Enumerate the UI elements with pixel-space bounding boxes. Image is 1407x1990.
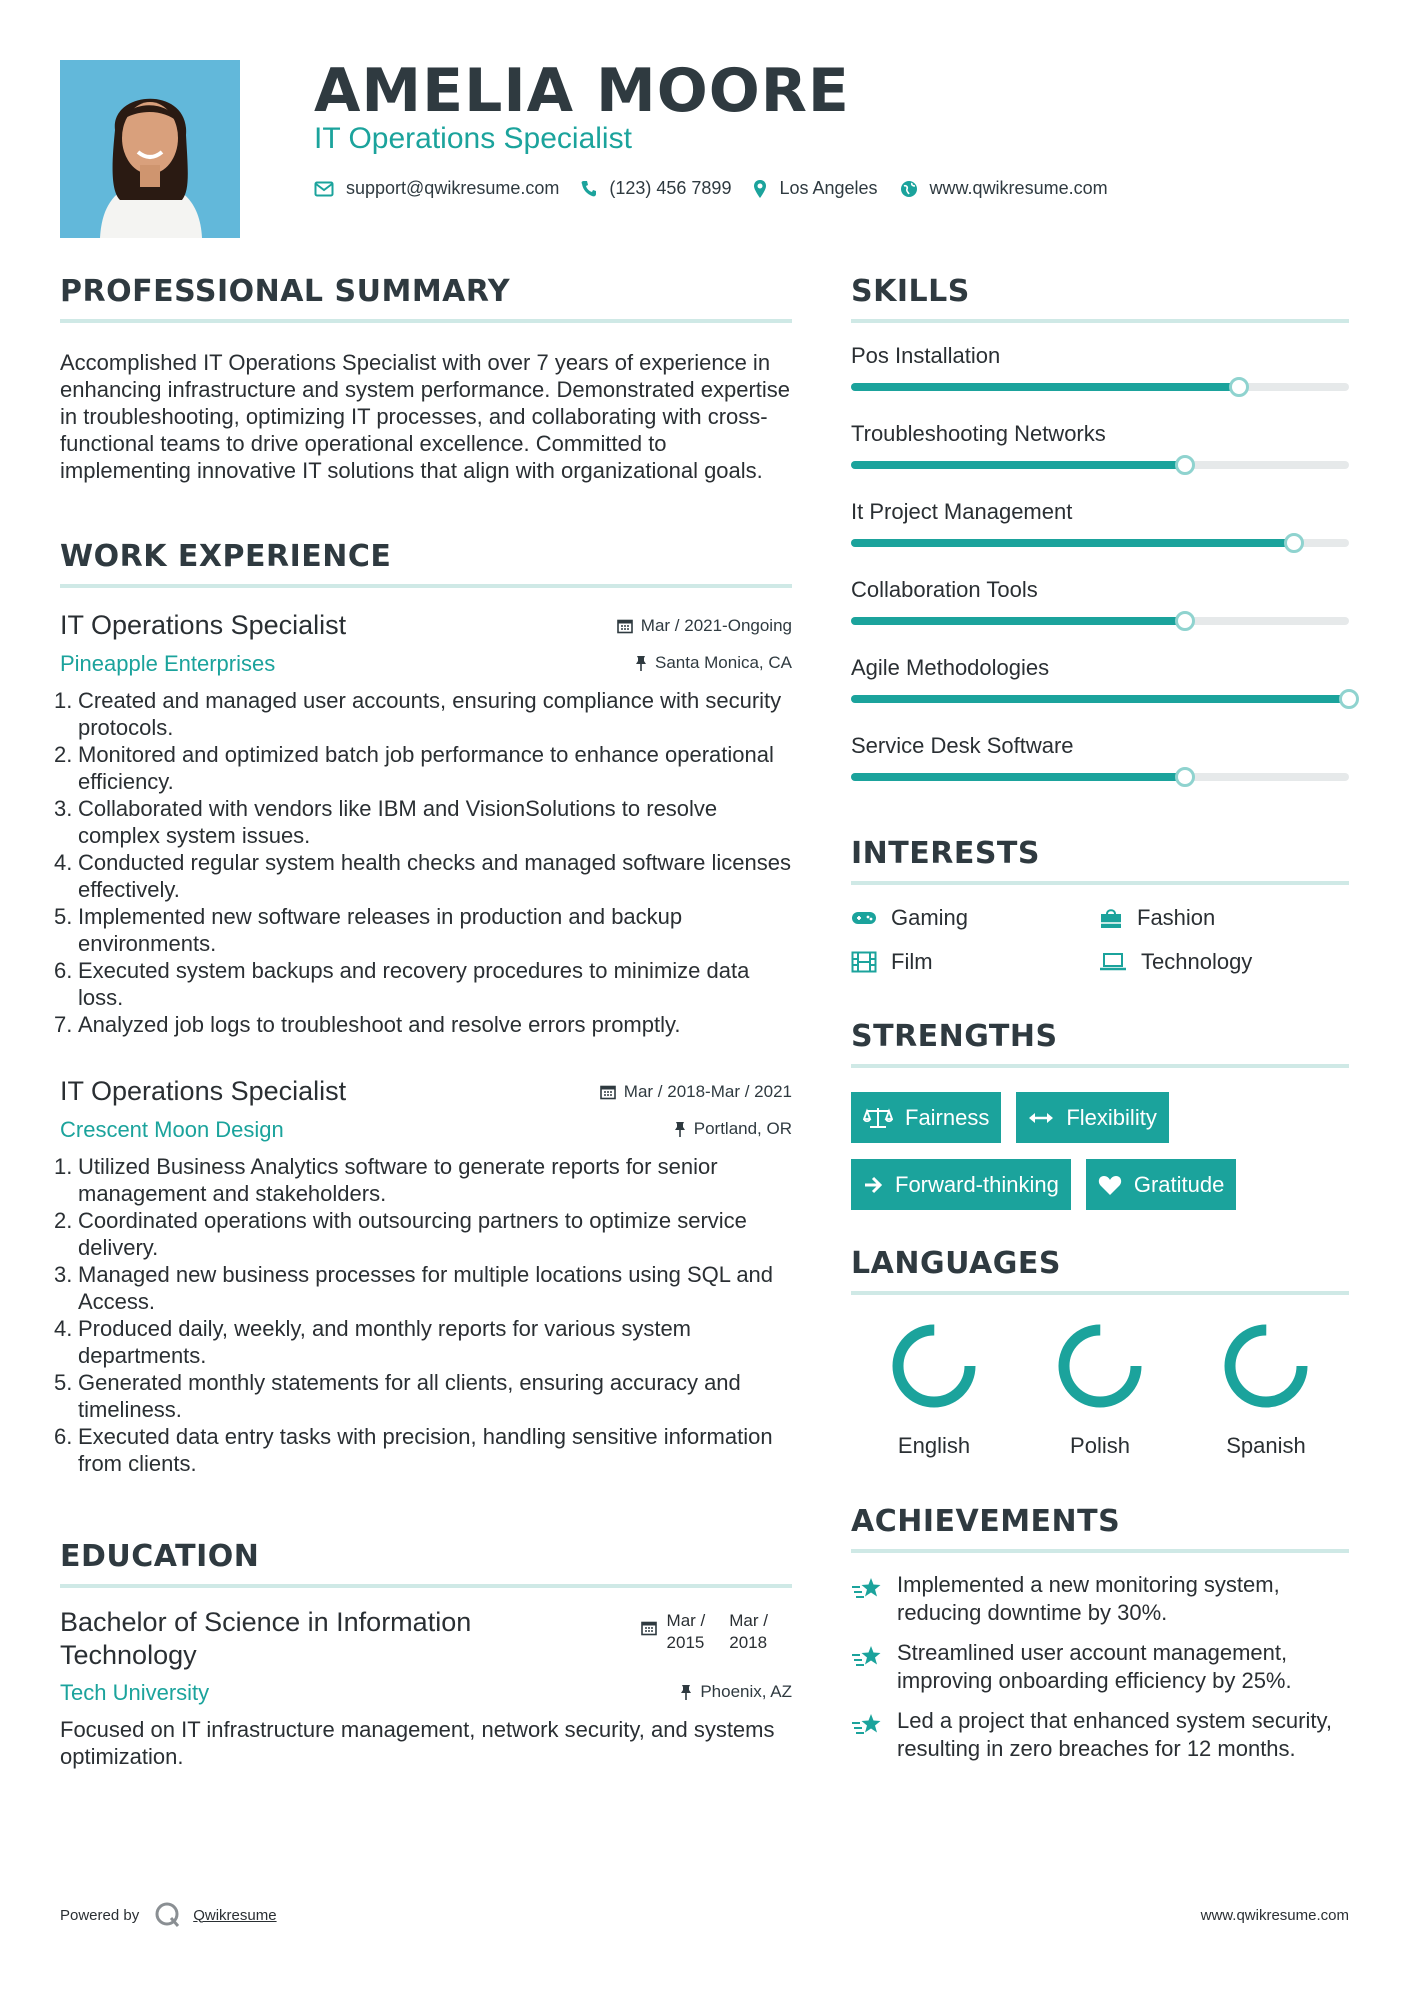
list-number: 3.: [54, 1262, 73, 1287]
job-sub: [60, 1117, 792, 1143]
interests-title: INTERESTS: [851, 836, 1040, 871]
language-ring: [1219, 1319, 1313, 1413]
laptop-icon: [1099, 952, 1127, 972]
skill-bar: [851, 695, 1349, 703]
school-name: Tech University: [60, 1680, 210, 1705]
strength-tag: Fairness: [851, 1092, 1001, 1143]
language-ring: [887, 1319, 981, 1413]
education-sub: [60, 1680, 792, 1706]
job-head: [60, 1076, 792, 1107]
pushpin-icon: [635, 655, 647, 671]
section-divider: [851, 1291, 1349, 1295]
section-divider: [60, 584, 792, 588]
gamepad-icon: [851, 910, 877, 926]
company-name: Pineapple Enterprises: [60, 651, 276, 676]
company-name: Crescent Moon Design: [60, 1117, 284, 1142]
education-head: [60, 1606, 792, 1672]
summary-section: [60, 274, 792, 484]
skill-bar-fill: [851, 383, 1239, 391]
envelope-icon: [314, 181, 334, 197]
skill-label: Agile Methodologies: [851, 655, 1050, 680]
list-item: [54, 687, 792, 741]
heart-icon: [1098, 1174, 1122, 1196]
experience-title: WORK EXPERIENCE: [60, 539, 392, 574]
pushpin-icon: [674, 1121, 686, 1137]
website-text: www.qwikresume.com: [929, 178, 1108, 198]
job-head: [60, 610, 792, 641]
list-text: Monitored and optimized batch job performance to enhance operational efficiency.: [78, 742, 774, 794]
pushpin-icon: [680, 1684, 692, 1700]
interest-item: Gaming: [851, 905, 1099, 931]
achievement-item: Implemented a new monitoring system, reducing downtime by 30%.: [851, 1571, 1349, 1627]
qwikresume-link[interactable]: Qwikresume: [193, 1906, 277, 1924]
job-entry: [54, 1076, 792, 1477]
list-number: 4.: [54, 1316, 73, 1341]
skill-bar: [851, 383, 1349, 391]
section-divider: [851, 1549, 1349, 1553]
calendar-icon: [617, 618, 633, 634]
experience-section: [54, 539, 792, 1477]
list-item: [54, 849, 792, 903]
start-date: Mar / 2015: [666, 1611, 706, 1652]
job-sub: [60, 651, 792, 677]
balance-scale-icon: [863, 1106, 893, 1130]
strength-tag: Forward-thinking: [851, 1159, 1071, 1210]
candidate-name: AMELIA MOORE: [314, 56, 850, 126]
list-item: [54, 1153, 792, 1207]
contact-website[interactable]: [900, 178, 1108, 199]
skill-bar-fill: [851, 773, 1185, 781]
strength-tag: Flexibility: [1016, 1092, 1168, 1143]
list-item: [54, 795, 792, 849]
job-bullets: [54, 1153, 792, 1477]
strength-tag: Gratitude: [1086, 1159, 1237, 1210]
summary-text: Accomplished IT Operations Specialist with over 7 years of experience in enhancing infrastructure and system performance. Demonstrated expertise in troubleshooting, optimizing IT processes, and collaborating with cross-functional teams to drive operational excellence. Committed to implementing innovative IT solutions that align with organizational goals.: [60, 350, 791, 483]
arrows-horizontal-icon: [1028, 1111, 1054, 1125]
list-text: Managed new business processes for multiple locations using SQL and Access.: [78, 1262, 774, 1314]
skill-item: [851, 421, 1349, 499]
strength-tags: [851, 1092, 1349, 1210]
list-number: 2.: [54, 742, 73, 767]
list-text: Executed data entry tasks with precision, handling sensitive information from clients.: [78, 1424, 773, 1476]
skill-label: Collaboration Tools: [851, 577, 1038, 602]
end-date: Mar / 2018: [729, 1611, 768, 1652]
section-divider: [851, 319, 1349, 323]
job-entry: [54, 610, 792, 1038]
skill-label: Pos Installation: [851, 343, 1001, 368]
strengths-title: STRENGTHS: [851, 1019, 1058, 1054]
section-divider: [851, 881, 1349, 885]
skill-bar: [851, 773, 1349, 781]
footer-website[interactable]: www.qwikresume.com: [1200, 1906, 1349, 1924]
list-text: Analyzed job logs to troubleshoot and resolve errors promptly.: [78, 1012, 681, 1037]
candidate-role: IT Operations Specialist: [314, 122, 632, 155]
job-dates: Mar / 2018-Mar / 2021: [600, 1082, 792, 1102]
map-pin-icon: [753, 179, 767, 199]
job-list: [54, 610, 792, 1477]
list-text: Implemented new software releases in production and backup environments.: [78, 904, 683, 956]
job-dates: Mar / 2021-Ongoing: [617, 616, 792, 636]
job-location: Santa Monica, CA: [635, 653, 792, 673]
list-text: Executed system backups and recovery procedures to minimize data loss.: [78, 958, 750, 1010]
skill-list: [851, 343, 1349, 811]
list-text: Generated monthly statements for all clients, ensuring accuracy and timeliness.: [78, 1370, 741, 1422]
job-title: IT Operations Specialist: [60, 1076, 347, 1106]
list-number: 6.: [54, 1424, 73, 1449]
skill-item: [851, 499, 1349, 577]
interest-item: Film: [851, 949, 1099, 975]
section-divider: [60, 319, 792, 323]
location-text: Los Angeles: [779, 178, 878, 198]
contact-bar: [314, 178, 1130, 199]
powered-by-label: Powered by: [60, 1906, 140, 1924]
achievements-title: ACHIEVEMENTS: [851, 1504, 1121, 1539]
list-number: 5.: [54, 1370, 73, 1395]
language-label: English: [897, 1433, 971, 1458]
interest-item: Technology: [1099, 949, 1349, 975]
contact-email[interactable]: [314, 178, 559, 199]
shooting-star-icon: [851, 1643, 883, 1671]
skill-label: Troubleshooting Networks: [851, 421, 1106, 446]
job-location: Portland, OR: [674, 1119, 792, 1139]
list-item: [54, 741, 792, 795]
skill-label: Service Desk Software: [851, 733, 1074, 758]
education-location: Phoenix, AZ: [680, 1682, 792, 1702]
list-number: 3.: [54, 796, 73, 821]
list-text: Coordinated operations with outsourcing partners to optimize service delivery.: [78, 1208, 747, 1260]
skill-bar-knob: [1175, 455, 1195, 475]
arrow-right-icon: [863, 1175, 883, 1195]
language-ring: [1053, 1319, 1147, 1413]
list-item: [54, 1207, 792, 1261]
education-section: [60, 1539, 792, 1770]
language-label: Polish: [1070, 1433, 1130, 1458]
language-list: [851, 1319, 1349, 1459]
list-text: Created and managed user accounts, ensuring compliance with security protocols.: [78, 688, 782, 740]
shooting-star-icon: [851, 1575, 883, 1603]
globe-icon: [900, 180, 918, 198]
bag-icon: [1099, 907, 1123, 929]
skill-label: It Project Management: [851, 499, 1073, 524]
phone-text: (123) 456 7899: [609, 178, 732, 198]
skill-bar-fill: [851, 461, 1185, 469]
phone-icon: [581, 180, 597, 198]
section-divider: [60, 1584, 792, 1588]
email-text: support@qwikresume.com: [346, 178, 560, 198]
contact-location: [753, 178, 877, 199]
list-number: 2.: [54, 1208, 73, 1233]
list-item: [54, 1011, 792, 1038]
language-item: [1183, 1319, 1349, 1459]
list-number: 1.: [54, 1154, 73, 1179]
calendar-icon: [600, 1084, 616, 1100]
achievement-item: Streamlined user account management, improving onboarding efficiency by 25%.: [851, 1639, 1349, 1695]
skill-bar-knob: [1175, 767, 1195, 787]
skill-bar-knob: [1175, 611, 1195, 631]
skill-item: [851, 577, 1349, 655]
skill-bar-knob: [1284, 533, 1304, 553]
calendar-icon: [641, 1620, 657, 1636]
skills-title: SKILLS: [851, 274, 970, 309]
list-number: 6.: [54, 958, 73, 983]
footer: [60, 1900, 1349, 1930]
education-description: Focused on IT infrastructure management, network security, and systems optimization.: [60, 1717, 775, 1769]
skill-bar: [851, 461, 1349, 469]
qwikresume-logo-icon: [153, 1900, 183, 1930]
skill-bar-fill: [851, 695, 1349, 703]
list-item: [54, 1315, 792, 1369]
achievements-section: [851, 1504, 1349, 1775]
shooting-star-icon: [851, 1711, 883, 1739]
list-item: [54, 1261, 792, 1315]
skill-bar-fill: [851, 539, 1294, 547]
list-text: Utilized Business Analytics software to generate reports for senior management and stakeholders.: [78, 1154, 718, 1206]
interest-item: Fashion: [1099, 905, 1349, 931]
list-number: 5.: [54, 904, 73, 929]
languages-title: LANGUAGES: [851, 1246, 1061, 1281]
list-number: 1.: [54, 688, 73, 713]
interests-section: [851, 836, 1349, 975]
language-item: [1017, 1319, 1183, 1459]
language-label: Spanish: [1226, 1433, 1306, 1458]
list-item: [54, 1423, 792, 1477]
skill-item: [851, 343, 1349, 421]
list-number: 4.: [54, 850, 73, 875]
summary-title: PROFESSIONAL SUMMARY: [60, 274, 511, 309]
list-text: Collaborated with vendors like IBM and VisionSolutions to resolve complex system issues.: [78, 796, 718, 848]
skill-item: [851, 655, 1349, 733]
strengths-section: [851, 1019, 1349, 1210]
languages-section: [851, 1246, 1349, 1459]
footer-brand: [60, 1900, 277, 1930]
education-dates: [641, 1610, 768, 1672]
skill-bar-knob: [1339, 689, 1359, 709]
list-item: [54, 1369, 792, 1423]
skill-item: [851, 733, 1349, 811]
profile-photo: [60, 60, 240, 238]
language-item: [851, 1319, 1017, 1459]
list-item: [54, 957, 792, 1011]
achievement-list: [851, 1571, 1349, 1763]
skills-section: [851, 274, 1349, 811]
skill-bar-knob: [1229, 377, 1249, 397]
job-bullets: [54, 687, 792, 1038]
degree-title: Bachelor of Science in Information Technology: [60, 1607, 472, 1670]
section-divider: [851, 1064, 1349, 1068]
list-item: [54, 903, 792, 957]
education-title: EDUCATION: [60, 1539, 260, 1574]
skill-bar: [851, 539, 1349, 547]
list-text: Conducted regular system health checks and managed software licenses effectively.: [78, 850, 791, 902]
list-number: 7.: [54, 1012, 73, 1037]
list-text: Produced daily, weekly, and monthly reports for various system departments.: [78, 1316, 692, 1368]
interest-grid: [851, 905, 1349, 975]
achievement-item: Led a project that enhanced system security, resulting in zero breaches for 12 months.: [851, 1707, 1349, 1763]
job-title: IT Operations Specialist: [60, 610, 347, 640]
skill-bar-fill: [851, 617, 1185, 625]
contact-phone[interactable]: [581, 178, 731, 199]
film-icon: [851, 951, 877, 973]
skill-bar: [851, 617, 1349, 625]
